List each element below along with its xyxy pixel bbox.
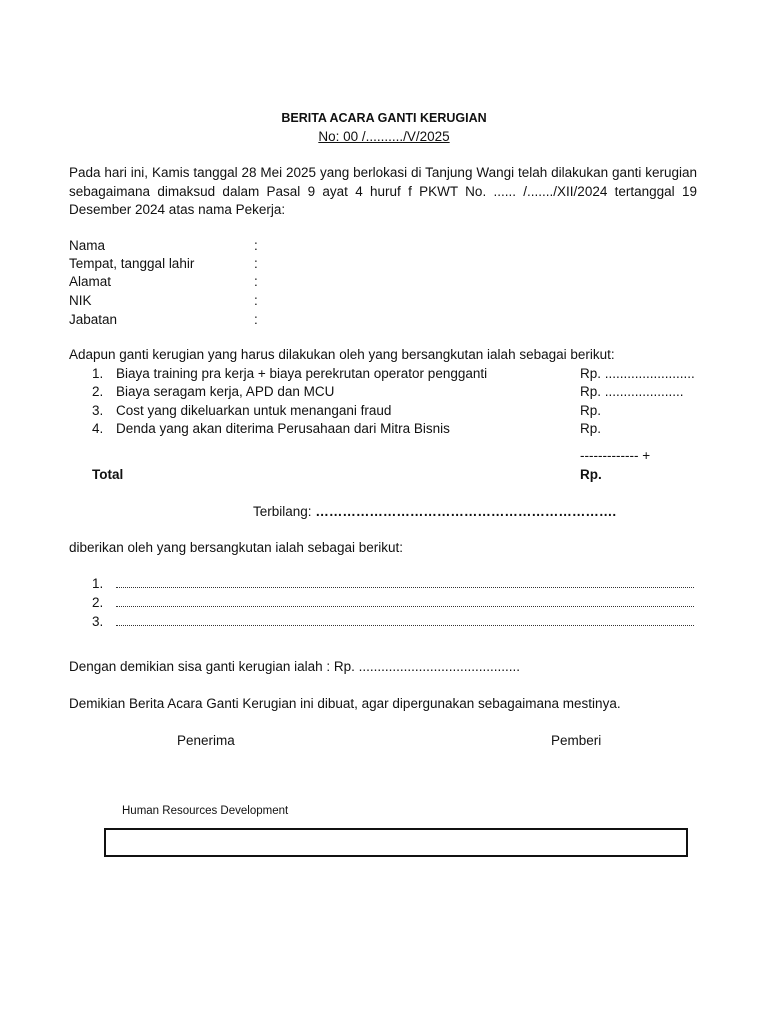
given-item-number: 2. bbox=[92, 595, 104, 610]
items-intro: Adapun ganti kerugian yang harus dilakukan oleh yang bersangkutan ialah sebagai berikut: bbox=[69, 347, 615, 362]
terbilang-row bbox=[253, 505, 616, 519]
item-amount: Rp. ..................... bbox=[580, 384, 684, 399]
item-text: Biaya seragam kerja, APD dan MCU bbox=[116, 384, 335, 399]
field-label-jabatan: Jabatan bbox=[69, 312, 118, 327]
receiver-label: Penerima bbox=[177, 733, 235, 748]
closing-statement: Demikian Berita Acara Ganti Kerugian ini dibuat, agar dipergunakan sebagaimana mestinya. bbox=[69, 696, 621, 711]
field-colon: : bbox=[254, 238, 258, 253]
field-colon: : bbox=[254, 293, 258, 308]
given-item-blank bbox=[116, 606, 694, 607]
item-text: Biaya training pra kerja + biaya perekrutan operator pengganti bbox=[116, 366, 488, 381]
item-text: Cost yang dikeluarkan untuk menangani fraud bbox=[116, 403, 392, 418]
item-number: 2. bbox=[92, 384, 104, 399]
total-amount: Rp. bbox=[580, 467, 602, 482]
given-item-number: 1. bbox=[92, 576, 104, 591]
given-item-blank bbox=[116, 587, 694, 588]
given-item-number: 3. bbox=[92, 614, 104, 629]
item-number: 1. bbox=[92, 366, 104, 381]
item-amount: Rp. bbox=[580, 421, 602, 436]
field-label-alamat: Alamat bbox=[69, 274, 112, 289]
terbilang-dots: …………………………………………………………. bbox=[315, 504, 617, 519]
remaining-amount: Dengan demikian sisa ganti kerugian ialah : Rp. ........................................... bbox=[69, 659, 520, 674]
field-colon: : bbox=[254, 274, 258, 289]
field-label-nama: Nama bbox=[69, 238, 106, 253]
field-colon: : bbox=[254, 256, 258, 271]
field-label-nik: NIK bbox=[69, 293, 92, 308]
sum-line: ------------- + bbox=[580, 448, 651, 463]
item-amount: Rp. ........................ bbox=[580, 366, 695, 381]
item-number: 4. bbox=[92, 421, 104, 436]
document-number: No: 00 /........../V/2025 bbox=[318, 129, 450, 144]
document-title: BERITA ACARA GANTI KERUGIAN bbox=[281, 111, 487, 125]
field-label-ttl: Tempat, tanggal lahir bbox=[69, 256, 195, 271]
giver-label: Pemberi bbox=[551, 733, 602, 748]
signature-box bbox=[104, 828, 688, 857]
given-item-blank bbox=[116, 625, 694, 626]
item-amount: Rp. bbox=[580, 403, 602, 418]
total-label: Total bbox=[92, 467, 124, 482]
given-intro: diberikan oleh yang bersangkutan ialah sebagai berikut: bbox=[69, 540, 403, 555]
intro-paragraph: Pada hari ini, Kamis tanggal 28 Mei 2025 yang berlokasi di Tanjung Wangi telah dilakukan ganti kerugian sebagaimana dimaksud dalam Pasal 9 ayat 4 huruf f PKWT No. ...... /......./XII/2024 tertanggal 19 Desember 2024 atas nama Pekerja: bbox=[69, 165, 697, 217]
item-text: Denda yang akan diterima Perusahaan dari Mitra Bisnis bbox=[116, 421, 450, 436]
field-colon: : bbox=[254, 312, 258, 327]
hrd-label: Human Resources Development bbox=[122, 805, 289, 817]
terbilang-label: Terbilang: bbox=[253, 504, 312, 519]
item-number: 3. bbox=[92, 403, 104, 418]
